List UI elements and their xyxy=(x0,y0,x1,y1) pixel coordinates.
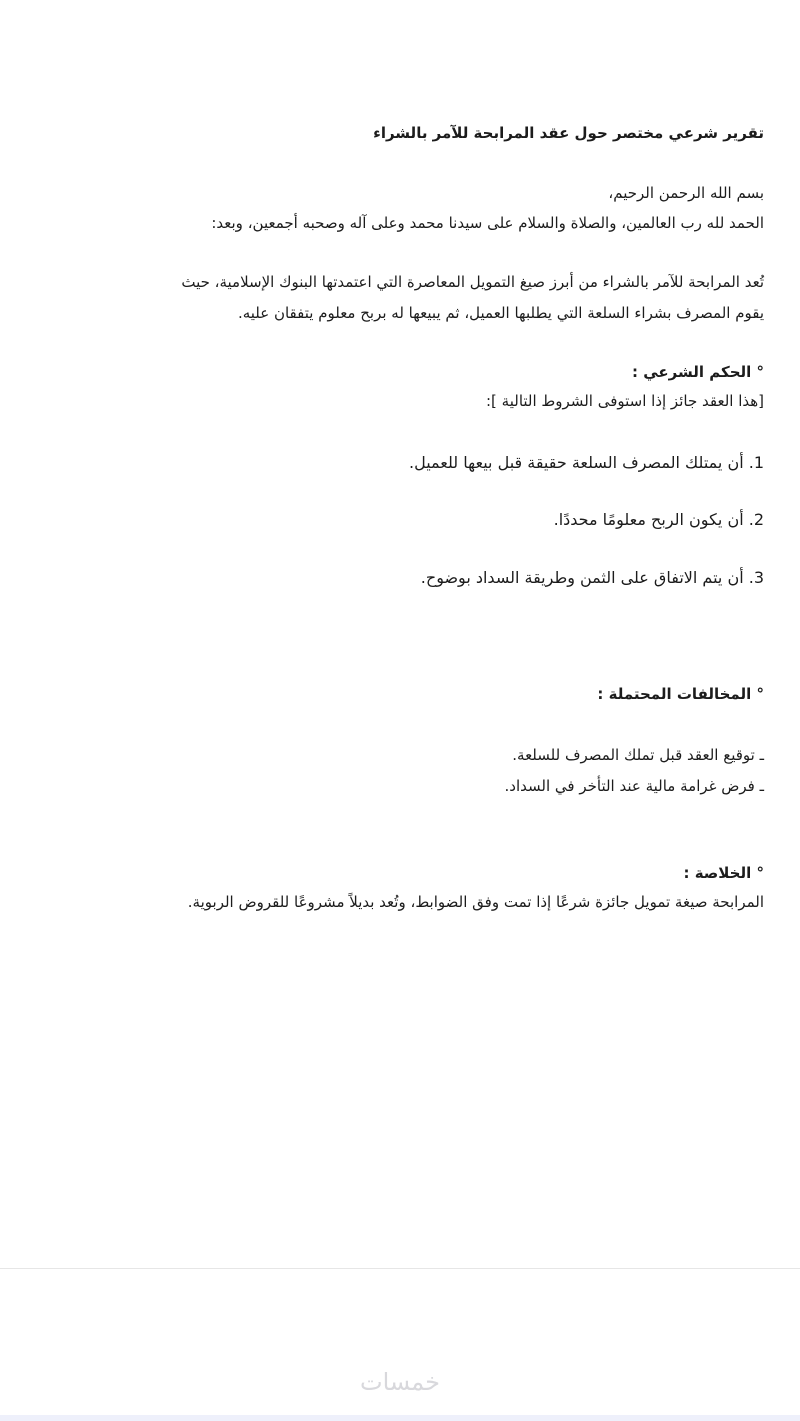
violation-item: ـ توقيع العقد قبل تملك المصرف للسلعة. xyxy=(512,746,764,764)
basmala-text: بسم الله الرحمن الرحيم، xyxy=(608,184,764,202)
document-title: تقرير شرعي مختصر حول عقد المرابحة للآمر بالشراء xyxy=(373,124,764,142)
violation-item: ـ فرض غرامة مالية عند التأخر في السداد. xyxy=(504,777,764,795)
khamsat-logo[interactable]: خمسات xyxy=(359,1368,441,1396)
condition-item: 2. أن يكون الربح معلومًا محددًا. xyxy=(553,510,764,529)
violations-heading: ° المخالفات المحتملة : xyxy=(597,685,764,703)
intro-line-2: يقوم المصرف بشراء السلعة التي يطلبها العميل، ثم يبيعها له بربح معلوم يتفقان عليه. xyxy=(237,304,764,322)
conclusion-heading: ° الخلاصة : xyxy=(683,864,764,882)
condition-item: 1. أن يمتلك المصرف السلعة حقيقة قبل بيعها للعميل. xyxy=(408,453,764,472)
conclusion-text: المرابحة صيغة تمويل جائزة شرعًا إذا تمت وفق الضوابط، وتُعد بديلاً مشروعًا للقروض الربوية. xyxy=(187,893,764,911)
praise-text: الحمد لله رب العالمين، والصلاة والسلام على سيدنا محمد وعلى آله وصحبه أجمعين، وبعد: xyxy=(211,214,764,232)
intro-line-1: تُعد المرابحة للآمر بالشراء من أبرز صيغ التمويل المعاصرة التي اعتمدتها البنوك الإسلامية، حيث xyxy=(181,273,764,291)
bottom-strip xyxy=(0,1415,800,1421)
conditions-intro: [هذا العقد جائز إذا استوفى الشروط التالية ]: xyxy=(486,392,764,410)
ruling-heading: ° الحكم الشرعي : xyxy=(631,363,764,381)
condition-item: 3. أن يتم الاتفاق على الثمن وطريقة السداد بوضوح. xyxy=(420,568,764,587)
